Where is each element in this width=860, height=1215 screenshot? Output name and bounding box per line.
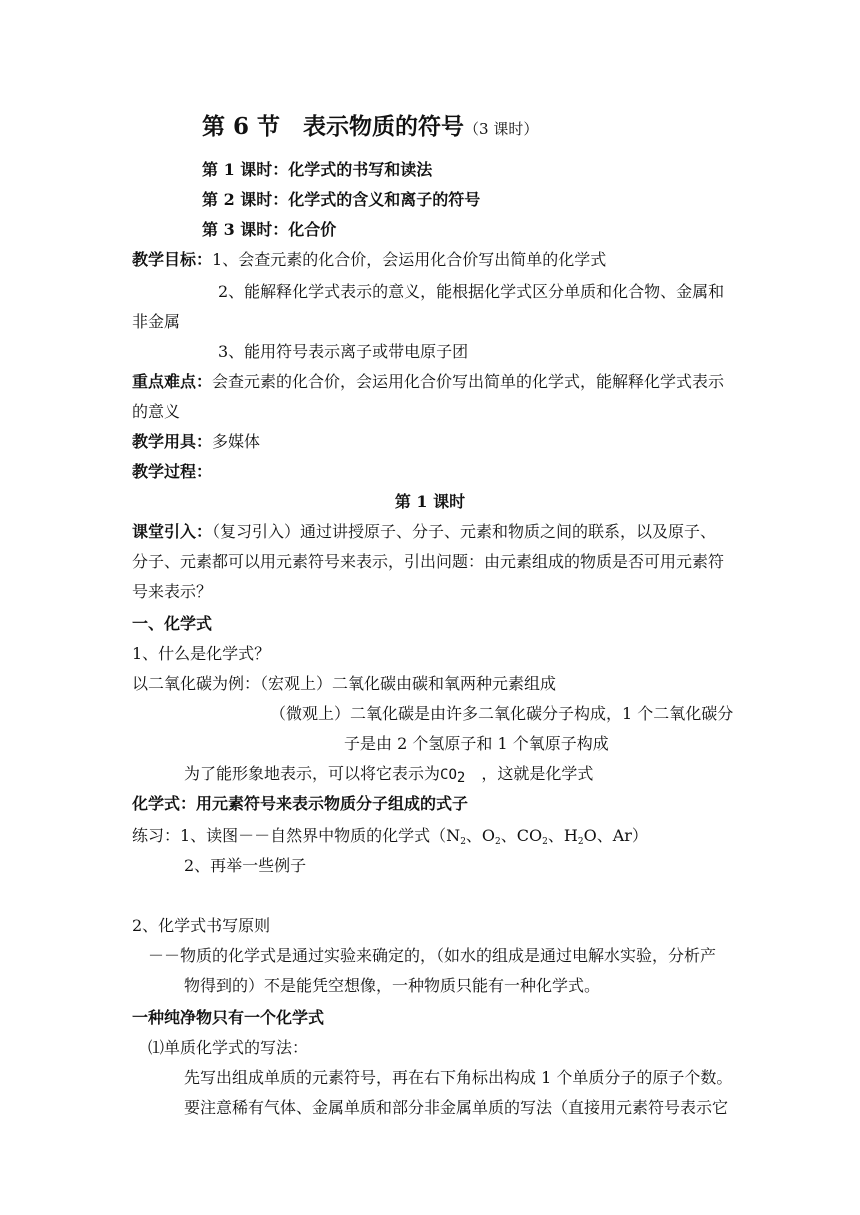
example-text-4a: 为了能形象地表示，可以将它表示为: [184, 764, 441, 783]
subscript: 2: [460, 837, 466, 847]
objective-2b: 非金属: [132, 312, 181, 331]
principle-line-1: －－物质的化学式是通过实验来确定的，（如水的组成是通过电解水实验，分析产: [148, 946, 717, 965]
title-main: 第 6 节 表示物质的符号: [202, 113, 465, 140]
lesson-2-line: 第 2 课时：化学式的含义和离子的符号: [202, 190, 481, 209]
lesson-1-heading: 第 1 课时: [394, 492, 466, 511]
principle-line-2: 物得到的）不是能凭空想像，一种物质只能有一种化学式。: [184, 976, 601, 995]
lesson-1-line: 第 1 课时：化学式的书写和读法: [202, 160, 433, 179]
key-points-line-1: [132, 372, 724, 392]
objectives-label: 教学目标：: [132, 250, 213, 269]
definition: 化学式：用元素符号来表示物质分子组成的式子: [132, 794, 469, 813]
tools-value: 多媒体: [212, 432, 261, 451]
example-line-2: （微观上）二氧化碳是由许多二氧化碳分子构成，1 个二氧化碳分: [270, 704, 734, 723]
subscript: 2: [577, 837, 584, 847]
simple-substance-line-2: 要注意稀有气体、金属单质和部分非金属单质的写法（直接用元素符号表示它: [184, 1098, 729, 1117]
key-points-line-2: 的意义: [132, 402, 181, 421]
lesson-3-line: 第 3 课时：化合价: [202, 220, 337, 239]
practice-line-1: [132, 826, 648, 849]
objective-1: 1、会查元素的化合价，会运用化合价写出简单的化学式: [212, 250, 607, 269]
objective-3: 3、能用符号表示离子或带电原子团: [218, 342, 469, 361]
simple-substance-heading: ⑴单质化学式的写法：: [148, 1038, 309, 1057]
formula-part: O、Ar）: [583, 826, 648, 845]
intro-line-1: [132, 522, 716, 542]
question-1: 1、什么是化学式？: [132, 644, 271, 663]
co2-formula: CO: [440, 767, 457, 783]
formula-part: 、O: [465, 826, 496, 845]
tools-label: 教学用具：: [132, 432, 213, 451]
key-points-text: 会查元素的化合价，会运用化合价写出简单的化学式，能解释化学式表示: [212, 372, 725, 391]
practice-line-2: 2、再举一些例子: [184, 856, 307, 875]
page-title: [202, 112, 538, 144]
practice-text: 练习：1、读图－－自然界中物质的化学式（N: [132, 826, 461, 845]
co2-subscript: 2: [456, 770, 466, 786]
example-line-1: 以二氧化碳为例：（宏观上）二氧化碳由碳和氧两种元素组成: [132, 674, 557, 693]
intro-text-1: （复习引入）通过讲授原子、分子、元素和物质之间的联系，以及原子、: [212, 522, 717, 541]
process-label: 教学过程：: [132, 462, 213, 481]
question-2: 2、化学式书写原则: [132, 916, 271, 935]
formula-part: 、CO: [500, 826, 543, 845]
example-text-4b: ，这就是化学式: [465, 764, 594, 783]
objective-2a: 2、能解释化学式表示的意义，能根据化学式区分单质和化合物、金属和: [218, 282, 725, 301]
key-points-label: 重点难点：: [132, 372, 213, 391]
simple-substance-line-1: 先写出组成单质的元素符号，再在右下角标出构成 1 个单质分子的原子个数。: [184, 1068, 733, 1087]
title-note: （3 课时）: [464, 120, 539, 138]
rule-heading: 一种纯净物只有一个化学式: [132, 1008, 325, 1027]
example-line-4: [184, 764, 593, 785]
formula-part: 、H: [547, 826, 578, 845]
subscript: 2: [542, 837, 548, 847]
intro-line-3: 号来表示？: [132, 582, 213, 601]
subscript: 2: [495, 837, 501, 847]
tools-line: [132, 432, 260, 452]
intro-line-2: 分子、元素都可以用元素符号来表示，引出问题：由元素组成的物质是否可用元素符: [132, 552, 725, 571]
example-line-3: 子是由 2 个氢原子和 1 个氧原子构成: [344, 734, 609, 753]
section-1-heading: 一、化学式: [132, 614, 213, 633]
intro-label: 课堂引入：: [132, 522, 213, 541]
objectives-line-1: [132, 250, 606, 270]
